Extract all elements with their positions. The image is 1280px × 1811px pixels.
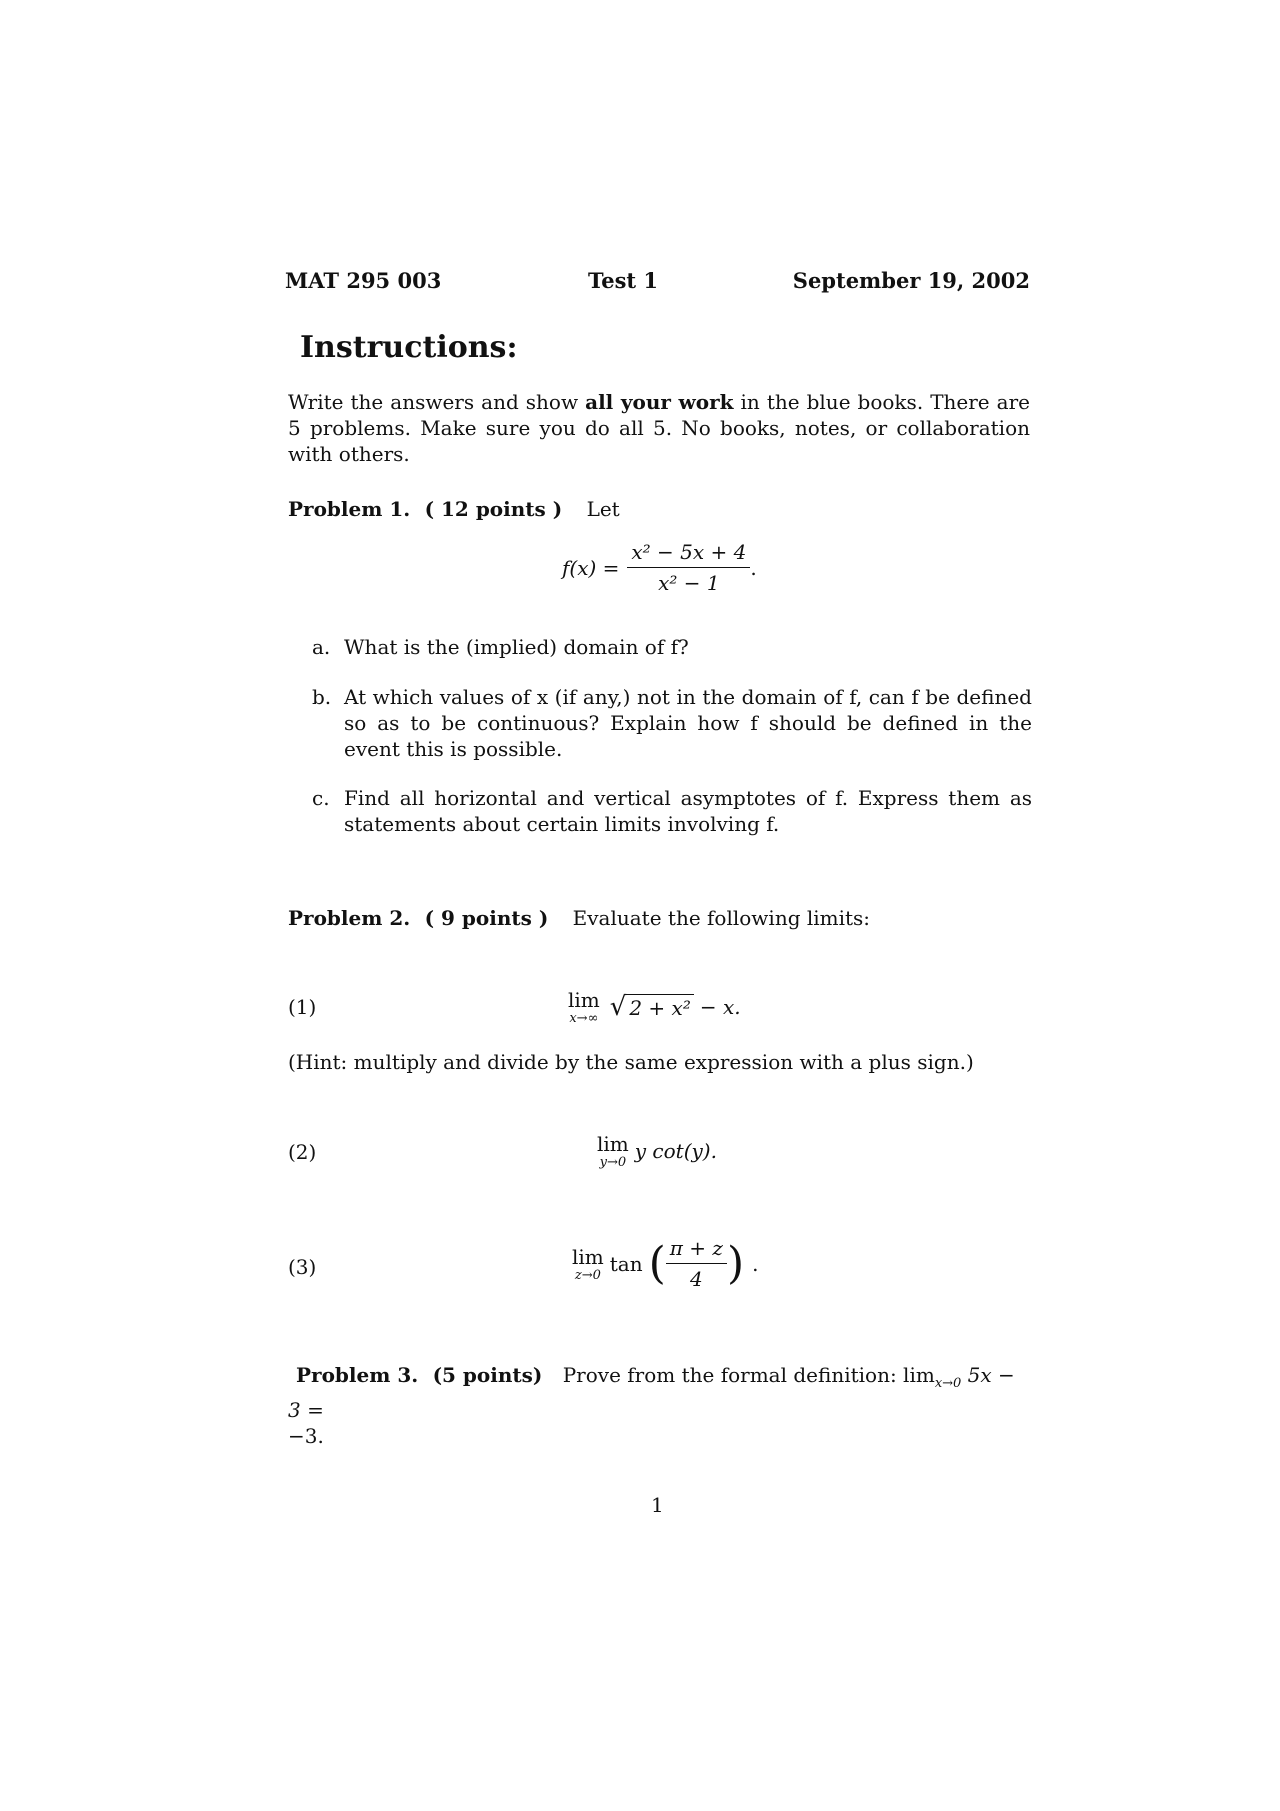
problem2-intro: Evaluate the following limits: xyxy=(572,906,871,930)
lim-subscript: y→0 xyxy=(599,1155,627,1170)
fraction-denominator: x² − 1 xyxy=(658,571,720,595)
limit1-expression xyxy=(568,988,741,1026)
problem1-label: Problem 1. xyxy=(288,497,411,521)
limit1-label: (1) xyxy=(288,995,317,1019)
sqrt-sign: √ xyxy=(609,991,627,1022)
limit3-period: . xyxy=(752,1251,759,1276)
problem1-points: ( 12 points ) xyxy=(424,497,563,521)
instructions-text xyxy=(288,389,1030,467)
limit3-label: (3) xyxy=(288,1255,317,1279)
lim-text: lim xyxy=(597,1132,629,1156)
function-period: . xyxy=(750,555,757,580)
limit2-expr: y cot(y). xyxy=(634,1139,717,1163)
fraction-numerator: π + z xyxy=(666,1236,727,1264)
problem1-item-a xyxy=(312,634,1032,660)
problem3-subscript: x→0 xyxy=(934,1376,962,1391)
hint-text: (Hint: multiply and divide by the same expression with a plus sign.) xyxy=(288,1050,974,1074)
function-lhs: f(x) = xyxy=(562,555,620,580)
item-label: a. xyxy=(312,635,331,659)
instructions-text-start: Write the answers and show xyxy=(288,390,586,414)
test-date: September 19, 2002 xyxy=(792,268,1030,293)
problem1-item-b xyxy=(312,684,1032,762)
lim-subscript: x→∞ xyxy=(569,1011,599,1026)
item-text: What is the (implied) domain of f? xyxy=(344,635,689,659)
limit-operator xyxy=(568,988,600,1026)
problem3-result: −3. xyxy=(288,1424,324,1448)
tan-function: tan xyxy=(609,1251,643,1276)
problem3-text: Prove from the formal definition: lim xyxy=(562,1363,935,1387)
test-title: Test 1 xyxy=(588,268,659,293)
lim-text: lim xyxy=(568,988,600,1012)
instructions-text-bold: all your work xyxy=(585,390,734,414)
problem1-intro: Let xyxy=(586,497,620,521)
limit-operator xyxy=(572,1245,604,1283)
function-fraction xyxy=(627,540,750,595)
problem3-points: (5 points) xyxy=(432,1363,543,1387)
limit1-rest: − x. xyxy=(699,995,741,1019)
limit-operator xyxy=(597,1132,629,1170)
instructions-heading: Instructions: xyxy=(300,330,518,365)
problem1-item-c xyxy=(312,785,1032,837)
left-paren: ( xyxy=(648,1237,666,1289)
radicand: 2 + x² xyxy=(626,994,694,1021)
limit2-label: (2) xyxy=(288,1140,317,1164)
problem1-function xyxy=(562,540,757,595)
problem3-expr: 5x − 3 = xyxy=(288,1363,1015,1422)
problem1-title xyxy=(288,497,620,521)
limit2-expression xyxy=(597,1132,717,1170)
problem3 xyxy=(288,1362,1030,1449)
lim-subscript: z→0 xyxy=(574,1267,601,1283)
item-text: Find all horizontal and vertical asymptotes of f. Express them as statements about certain limits involving f. xyxy=(344,786,1032,836)
tan-fraction xyxy=(666,1236,727,1291)
problem3-label: Problem 3. xyxy=(296,1363,419,1387)
item-text: At which values of x (if any,) not in the domain of f, can f be defined so as to be continuous? Explain how f should be defined in the event this is possible. xyxy=(344,685,1032,761)
limit3-expression xyxy=(572,1236,758,1291)
course-code: MAT 295 003 xyxy=(285,268,442,293)
fraction-denominator: 4 xyxy=(689,1267,703,1291)
lim-text: lim xyxy=(572,1244,604,1269)
problem2-points: ( 9 points ) xyxy=(424,906,549,930)
right-paren: ) xyxy=(726,1237,745,1289)
problem2-label: Problem 2. xyxy=(288,906,411,930)
item-label: b. xyxy=(312,685,332,709)
page-number: 1 xyxy=(651,1493,664,1517)
problem2-title xyxy=(288,906,870,930)
item-label: c. xyxy=(312,786,330,810)
instructions-text-end: in the blue books. There are 5 problems. Make sure you do all 5. No books, notes, or collaboration with others. xyxy=(288,390,1030,466)
fraction-numerator: x² − 5x + 4 xyxy=(627,540,750,568)
page-header xyxy=(285,268,1030,300)
sqrt-expression xyxy=(609,991,694,1022)
